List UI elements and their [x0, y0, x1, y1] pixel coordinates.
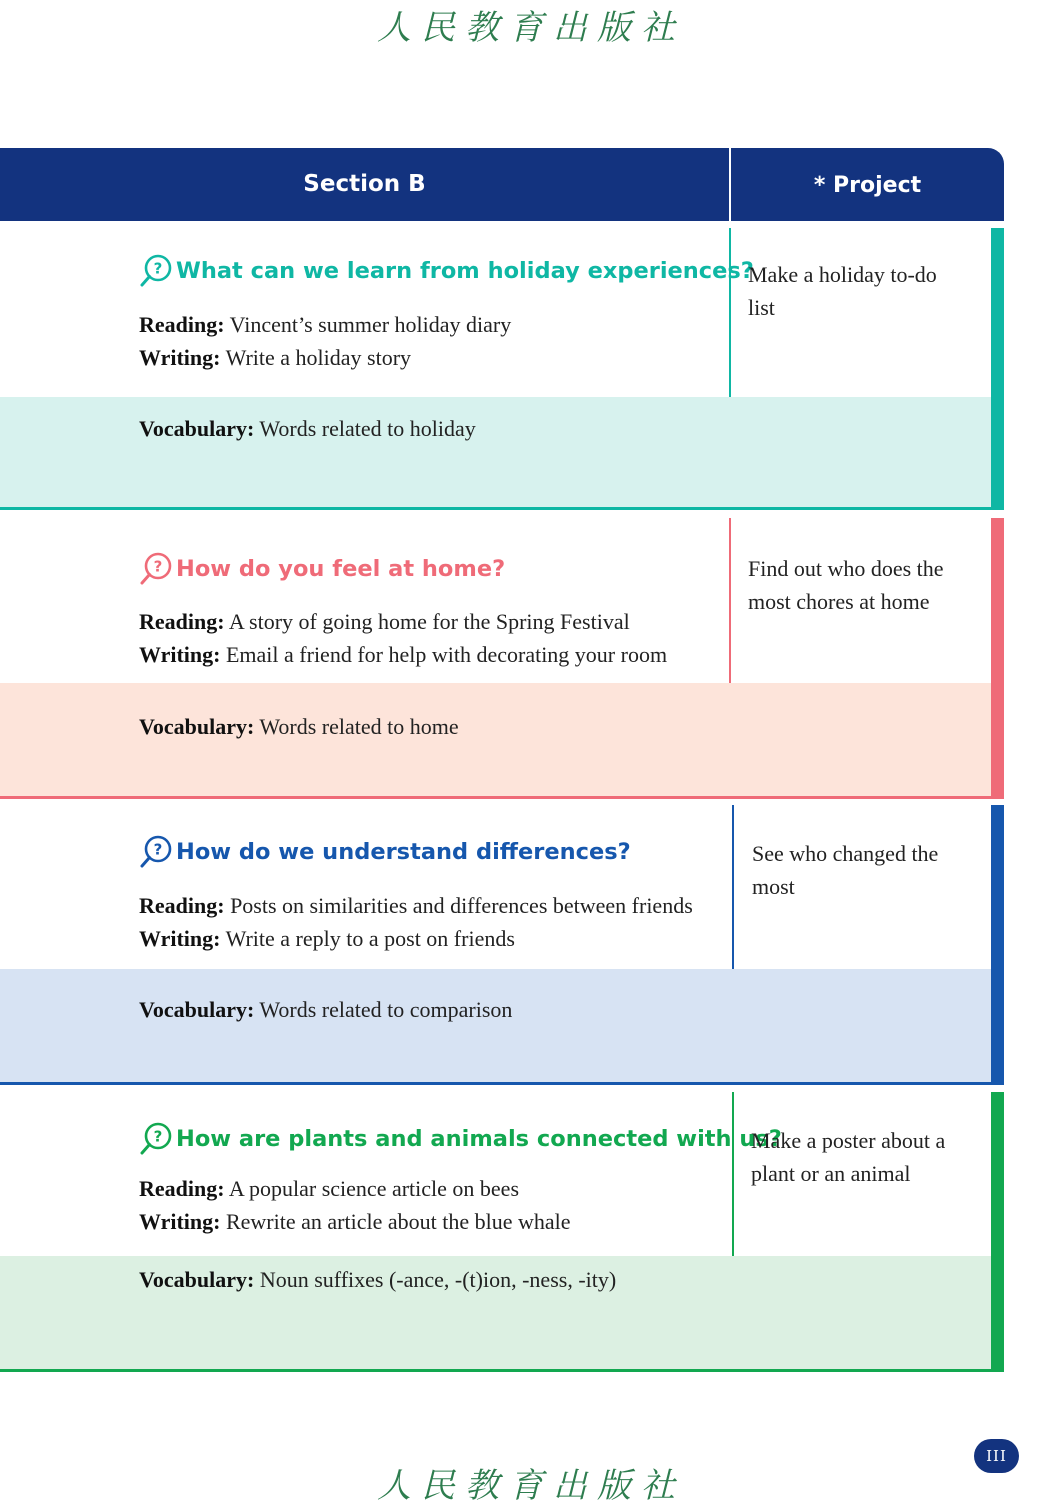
svg-text:?: ?: [153, 557, 163, 576]
svg-text:?: ?: [153, 840, 163, 859]
unit-bottom-line: [0, 507, 1004, 510]
page-number: III: [974, 1439, 1019, 1473]
vocabulary-label: Vocabulary:: [139, 1267, 255, 1292]
table-header: [0, 148, 1004, 221]
vocab-band: [0, 397, 991, 507]
publisher-logo: 人民教育出版社: [377, 1466, 685, 1506]
writing-line: [139, 642, 667, 668]
vocabulary-line: [139, 1267, 616, 1293]
writing-text: Write a holiday story: [220, 345, 412, 370]
svg-text:?: ?: [153, 1127, 163, 1146]
writing-line: [139, 926, 515, 952]
reading-line: [139, 609, 630, 635]
unit-question-text: How do we understand differences?: [176, 839, 631, 865]
vocabulary-line: [139, 416, 476, 442]
section-b-heading: Section B: [303, 171, 426, 197]
reading-text: A popular science article on bees: [224, 1176, 520, 1201]
unit-accent-bar: [991, 228, 1004, 510]
writing-line: [139, 1209, 571, 1235]
reading-text: Vincent’s summer holiday diary: [224, 312, 512, 337]
unit-question-text: How are plants and animals connected with us?: [176, 1126, 782, 1152]
project-divider: [729, 518, 731, 683]
project-text: Make a holiday to-do list: [748, 262, 937, 320]
unit-question-text: What can we learn from holiday experiences?: [176, 258, 754, 284]
unit-question: [139, 835, 631, 869]
unit-accent-bar: [991, 1092, 1004, 1372]
question-magnifier-icon: [139, 835, 173, 869]
writing-text: Email a friend for help with decorating your room: [220, 642, 668, 667]
project-divider: [732, 805, 734, 969]
writing-line: [139, 345, 411, 371]
unit-question: [139, 552, 505, 586]
vocabulary-text: Words related to comparison: [254, 997, 513, 1022]
reading-label: Reading:: [139, 312, 225, 337]
reading-label: Reading:: [139, 609, 225, 634]
vocabulary-label: Vocabulary:: [139, 997, 255, 1022]
writing-label: Writing:: [139, 345, 221, 370]
writing-label: Writing:: [139, 642, 221, 667]
question-magnifier-icon: [139, 254, 173, 288]
unit-question-text: How do you feel at home?: [176, 556, 506, 582]
vocab-band: [0, 969, 991, 1082]
unit-row: [0, 805, 1004, 1085]
unit-accent-bar: [991, 805, 1004, 1085]
writing-text: Write a reply to a post on friends: [220, 926, 515, 951]
project-divider: [732, 1092, 734, 1256]
reading-label: Reading:: [139, 1176, 225, 1201]
writing-text: Rewrite an article about the blue whale: [220, 1209, 571, 1234]
reading-line: [139, 893, 693, 919]
vocabulary-line: [139, 997, 512, 1023]
unit-question: [139, 254, 754, 288]
unit-bottom-line: [0, 1082, 1004, 1085]
reading-line: [139, 312, 511, 338]
reading-text: A story of going home for the Spring Festival: [224, 609, 630, 634]
project-text: Make a poster about a plant or an animal: [751, 1128, 946, 1186]
vocabulary-text: Words related to home: [254, 714, 459, 739]
vocabulary-label: Vocabulary:: [139, 714, 255, 739]
reading-line: [139, 1176, 519, 1202]
unit-bottom-line: [0, 1369, 1004, 1372]
unit-bottom-line: [0, 796, 1004, 799]
reading-label: Reading:: [139, 893, 225, 918]
writing-label: Writing:: [139, 926, 221, 951]
unit-question: [139, 1122, 782, 1156]
unit-accent-bar: [991, 518, 1004, 799]
unit-row: [0, 518, 1004, 799]
project-text: Find out who does the most chores at home: [748, 556, 944, 614]
question-magnifier-icon: [139, 1122, 173, 1156]
vocabulary-line: [139, 714, 459, 740]
project-text: See who changed the most: [752, 841, 939, 899]
vocabulary-text: Words related to holiday: [254, 416, 476, 441]
project-heading: * Project: [813, 173, 922, 198]
vocabulary-text: Noun suffixes (-ance, -(t)ion, -ness, -ity): [254, 1267, 617, 1292]
reading-text: Posts on similarities and differences between friends: [224, 893, 693, 918]
publisher-logo: 人民教育出版社: [377, 8, 685, 48]
writing-label: Writing:: [139, 1209, 221, 1234]
vocabulary-label: Vocabulary:: [139, 416, 255, 441]
svg-text:?: ?: [153, 259, 163, 278]
question-magnifier-icon: [139, 552, 173, 586]
unit-row: [0, 1092, 1004, 1372]
unit-row: [0, 228, 1004, 510]
